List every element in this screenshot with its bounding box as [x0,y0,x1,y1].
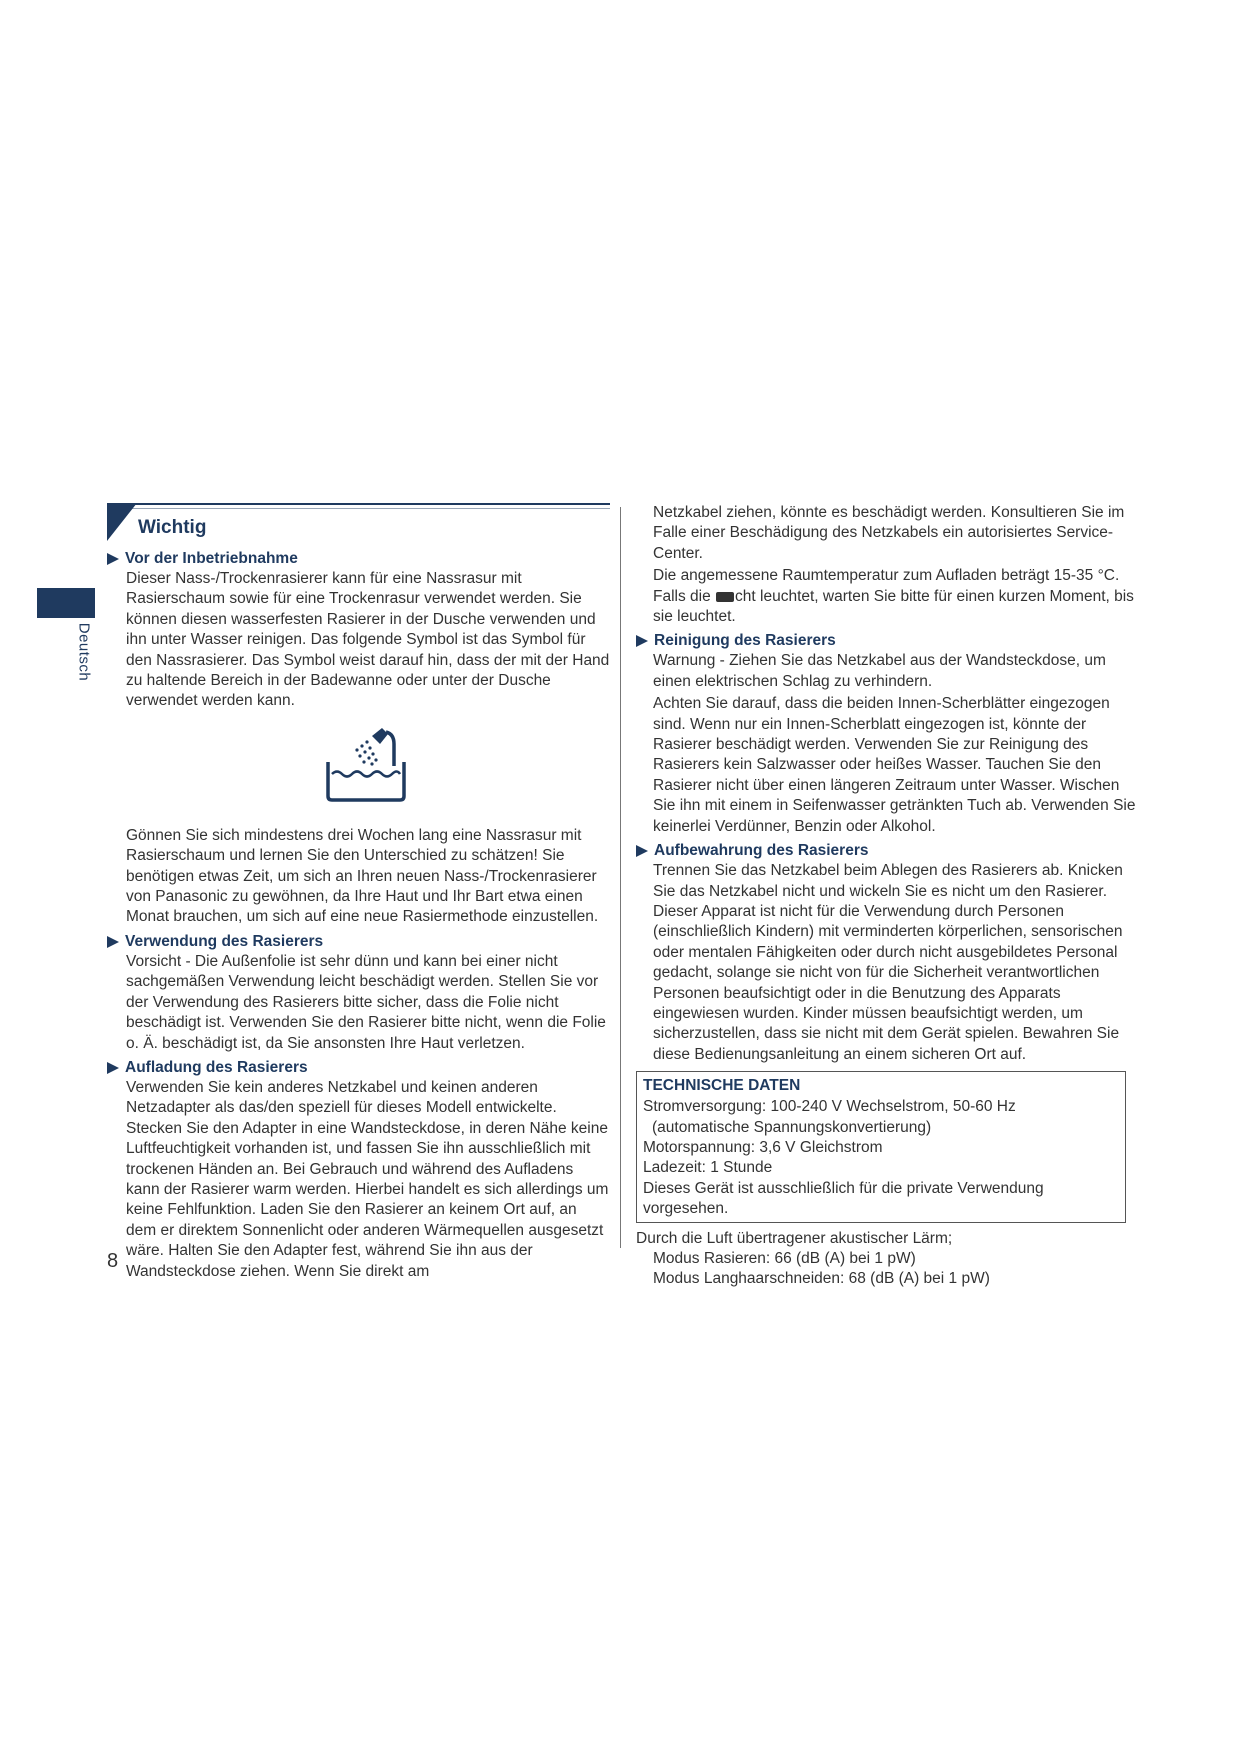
section-heading-text: Reinigung des Rasierers [654,632,836,650]
column-divider [620,507,621,1248]
arrow-bullet-icon [107,936,119,948]
section-text-2: Gönnen Sie sich mindestens drei Wochen lang eine Nassrasur mit Rasierschaum und lernen Sie den Unterschied zu schätzen! Sie benötigen etwas Zeit, um sich an Ihren neuen Nass-/Trockenrasierer von Panasonic zu gewöhnen, da Ihre Haut und Ihr Bart etwa einen Monat brauchen, um sich auf eine neue Rasiermethode einzustellen. [126,826,599,926]
technical-data-box [636,1071,1126,1222]
section-text: Verwenden Sie kein anderes Netzkabel und keinen anderen Netzadapter als das/den speziell für dieses Modell entwickelte. Stecken Sie den Adapter in eine Wandsteckdose, in deren Nähe keine Luftfeuchtigkeit vorhanden ist, und fassen Sie ihn ausschließlich mit trockenen Händen an. Bei Gebrauch und während des Aufladens kann der Rasierer warm werden. Hierbei handelt es sich allerdings um keine Fehlfunktion. Laden Sie den Rasierer an keinem Ort auf, an dem er direktem Sonnenlicht oder anderen Wärmequellen ausgesetzt wäre. Halten Sie den Adapter fest, während Sie ihn aus der Wandsteckdose ziehen. Wenn Sie direkt am [126,1078,609,1280]
section-verwendung [107,932,610,1054]
section-heading [107,932,610,952]
wet-shaver-symbol [107,724,610,810]
temperature-text-a: Die angemessene Raumtemperatur zum Aufladen beträgt 15-35 °C. Falls die [653,567,1120,605]
power-supply-note: (automatische Spannungskonvertierung) [652,1118,932,1136]
right-column [636,503,1136,1290]
arrow-bullet-icon [636,845,648,857]
arrow-bullet-icon [107,1062,119,1074]
temperature-text-b: cht leuchtet, warten Sie bitte für einen kurzen Moment, bis sie leuchtet. [653,587,1134,626]
header-corner-mark [107,503,137,541]
section-heading [636,841,1136,861]
language-tab [37,588,95,618]
section-heading-text: Aufbewahrung des Rasierers [654,842,869,860]
noise-shaving: Modus Rasieren: 66 (dB (A) bei 1 pW) [653,1250,916,1267]
section-aufladung [107,1058,610,1282]
section-text: Achten Sie darauf, dass die beiden Innen-Scherblätter eingezogen sind. Wenn nur ein Innen-Scherblatt eingezogen ist, könnte der Rasierer beschädigt werden. Verwenden Sie zur Reinigung des Rasierers kein Salzwasser oder heißes Wasser. Tauchen Sie den Rasierer nicht über einen längeren Zeitraum unter Wasser. Wischen Sie ihn mit einem in Seifenwasser getränkten Tuch ab. Verwenden Sie keinerlei Verdünner, Benzin oder Alkohol. [653,695,1136,835]
wichtig-title: Wichtig [138,517,207,538]
language-label: Deutsch [75,622,93,682]
section-heading-text: Vor der Inbetriebnahme [125,550,298,567]
shower-bath-icon [322,724,412,804]
arrow-bullet-icon [107,553,119,565]
charging-time-line: Ladezeit: 1 Stunde [643,1159,773,1177]
section-text: Trennen Sie das Netzkabel beim Ablegen des Rasierers ab. Knicken Sie das Netzkabel nicht und wickeln Sie es nicht um den Rasierer. Dieser Apparat ist nicht für die Verwendung durch Personen (einschließlich Kindern) mit verminderten körperlichen, sensorischen oder mentalen Fähigkeiten oder durch nicht ausgebildetes Personal gedacht, solange sie nicht von für die Sicherheit verantwortlichen Personen beaufsichtigt oder in die Benutzung des Apparats eingewiesen wurden. Kinder müssen beaufsichtigt werden, um sicherzustellen, dass sie nicht mit dem Gerät spielen. Bewahren Sie diese Bedienungsanleitung an einem sicheren Ort auf. [653,862,1123,1063]
section-text: Vorsicht - Die Außenfolie ist sehr dünn und kann bei einer nicht sachgemäßen Verwendung leicht beschädigt werden. Stellen Sie vor der Verwendung des Rasierers bitte sicher, dass die Folie nicht beschädigt ist. Verwenden Sie den Rasierer bitte nicht, wenn die Folie o. Ä. beschädigt ist, da Sie ansonsten Ihre Haut verletzen. [126,952,606,1052]
header-rule-thin [107,508,610,509]
section-heading [636,631,1136,651]
section-heading-text: Verwendung des Rasierers [125,932,324,950]
section-heading [107,1058,610,1078]
noise-trimming: Modus Langhaarschneiden: 68 (dB (A) bei 1 pW) [653,1270,990,1288]
warning-text: Warnung - Ziehen Sie das Netzkabel aus der Wandsteckdose, um einen elektrischen Schlag zu verhindern. [653,652,1106,690]
household-use-line: Dieses Gerät ist ausschließlich für die private Verwendung vorgesehen. [643,1179,1044,1218]
left-column [107,503,610,1284]
header-rule [107,503,610,505]
power-supply-line: Stromversorgung: 100-240 V Wechselstrom, 50-60 Hz [643,1098,1016,1116]
temperature-text [636,566,1136,627]
continued-text: Netzkabel ziehen, könnte es beschädigt werden. Konsultieren Sie im Falle einer Beschädigung des Netzkabels ein autorisiertes Service-Center. [653,504,1125,562]
section-heading [107,549,610,569]
plug-indicator-icon [716,592,734,602]
technical-data-title: TECHNISCHE DATEN [643,1077,801,1095]
section-vor-inbetriebnahme [107,549,610,928]
section-heading-text: Aufladung des Rasierers [125,1058,308,1076]
noise-intro: Durch die Luft übertragener akustischer Lärm; [636,1229,953,1247]
motor-voltage-line: Motorspannung: 3,6 V Gleichstrom [643,1138,883,1156]
section-reinigung [636,631,1136,837]
arrow-bullet-icon [636,635,648,647]
page-number: 8 [107,1250,119,1272]
section-text: Dieser Nass-/Trockenrasierer kann für eine Nassrasur mit Rasierschaum sowie für eine Trockenrasur verwendet werden. Sie können diesen wasserfesten Rasierer in der Dusche verwenden und ihn unter Wasser reinigen. Das folgende Symbol ist das Symbol für den Nassrasierer. Das Symbol weist darauf hin, dass der mit der Hand zu haltende Bereich in der Badewanne oder unter der Dusche verwendet werden kann. [126,570,610,710]
wichtig-header [107,503,610,545]
section-aufbewahrung [636,841,1136,1065]
